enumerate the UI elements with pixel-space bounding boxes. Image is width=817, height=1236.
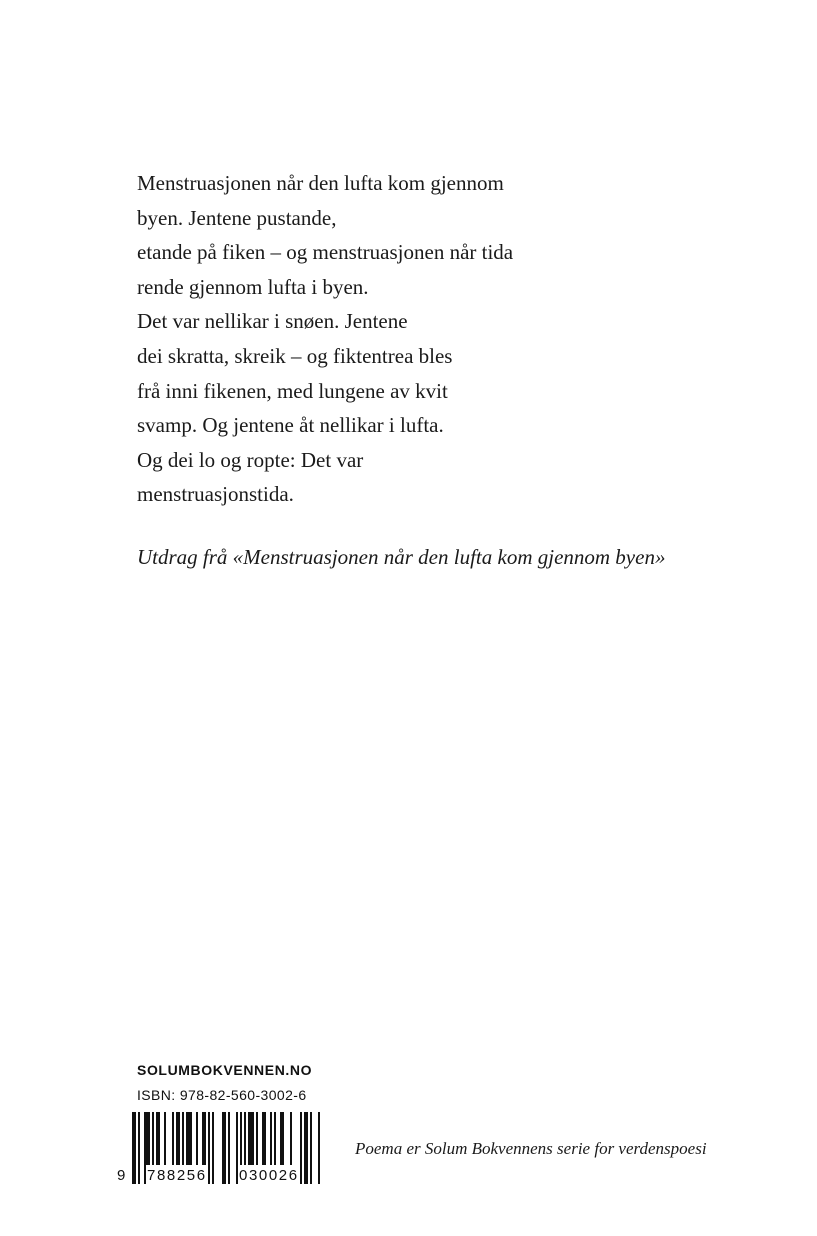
- series-note: Poema er Solum Bokvennens serie for verdenspoesi: [355, 1139, 707, 1158]
- poem-line: etande på fiken – og menstruasjonen når tida: [137, 240, 514, 265]
- poem-line: Og dei lo og ropte: Det var: [137, 447, 364, 472]
- poem-line: byen. Jentene pustande,: [137, 205, 337, 230]
- poem-line: frå inni fikenen, med lungene av kvit: [137, 378, 448, 403]
- poem-line: menstruasjonstida.: [137, 482, 294, 507]
- barcode-digits: [117, 1165, 322, 1187]
- poem-line: Det var nellikar i snøen. Jentene: [137, 309, 408, 334]
- poem-line: svamp. Og jentene åt nellikar i lufta.: [137, 413, 444, 438]
- poem-line: Menstruasjonen når den lufta kom gjennom: [137, 171, 504, 195]
- poem-excerpt: [137, 166, 697, 512]
- barcode-left-digits: 788256: [146, 1165, 208, 1187]
- publisher-website: SOLUMBOKVENNEN.NO: [137, 1062, 313, 1078]
- isbn-label: ISBN: 978-82-560-3002-6: [137, 1087, 307, 1103]
- barcode-right-digits: 030026: [238, 1165, 300, 1187]
- excerpt-caption: Utdrag frå «Menstruasjonen når den lufta kom gjennom byen»: [137, 545, 666, 569]
- poem-line: rende gjennom lufta i byen.: [137, 274, 369, 299]
- poem-line: dei skratta, skreik – og fiktentrea bles: [137, 343, 453, 368]
- barcode-lead-digit: 9: [116, 1165, 128, 1187]
